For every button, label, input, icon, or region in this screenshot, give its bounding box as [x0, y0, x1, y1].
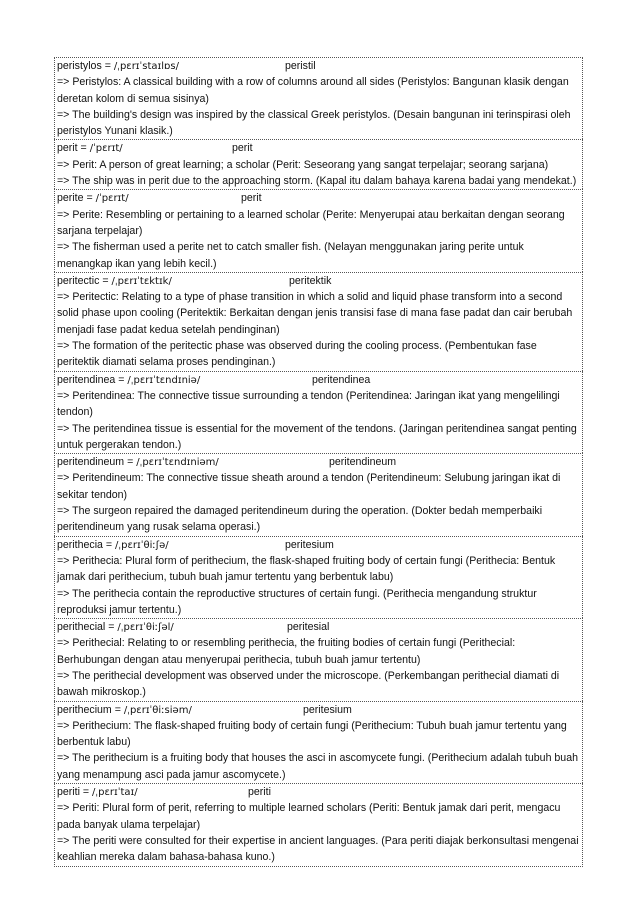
entry-definition: => Perithecia: Plural form of perithecium, the flask-shaped fruiting body of certain fungi (Perithecia: Bentuk jamak dari perithecium, tubuh buah jamur tertentu yang berbentuk labu): [57, 554, 556, 584]
entry-definition: => Periti: Plural form of perit, referring to multiple learned scholars (Periti: Bentuk jamak dari perit, mengacu pada banyak ulama terpelajar): [57, 802, 561, 831]
entry-example: => The ship was in perit due to the approaching storm. (Kapal itu dalam bahaya karena badai yang mendekat.): [57, 175, 577, 188]
entry-example: => The perithecial development was observed under the microscope. (Perkembangan perithecial diamati di bawah mikroskop.): [57, 669, 560, 699]
entry-definition: => Perite: Resembling or pertaining to a learned scholar (Perite: Menyerupai atau berkaitan dengan seorang sarjana terpelajar): [57, 208, 565, 237]
entry-definition: => Peritendinea: The connective tissue surrounding a tendon (Peritendinea: Jaringan ikat yang mengelilingi tendon): [57, 389, 560, 419]
entry-headline: [57, 58, 580, 74]
entry-translation: peritendinea: [312, 373, 371, 386]
dictionary-entry: [54, 371, 583, 453]
entry-translation: perit: [232, 142, 253, 155]
entry-word-pronunciation: peritendineum = /ˌpɛrɪˈtɛndɪniəm/: [57, 456, 219, 469]
entry-word: perithecial: [57, 621, 106, 634]
entry-definition: => Perithecium: The flask-shaped fruiting body of certain fungi (Perithecium: Tubuh buah jamur tertentu yang berbentuk labu): [57, 719, 567, 749]
entry-word-pronunciation: perithecia = /ˌpɛrɪˈθiːʃə/: [57, 538, 169, 551]
entry-headline: [57, 537, 580, 553]
entry-definition: => Peritendineum: The connective tissue sheath around a tendon (Peritendineum: Selubung jaringan ikat di sekitar tendon): [57, 472, 561, 501]
dictionary-entry: [54, 189, 583, 271]
entry-translation: peristil: [285, 60, 316, 72]
entry-translation: periti: [248, 786, 271, 799]
dictionary-entry: [54, 618, 583, 700]
entry-word: peritendinea: [57, 373, 116, 386]
dictionary-entry: [54, 57, 583, 139]
entry-ipa: /ˌpɛrɪˈtaɪ/: [92, 787, 138, 799]
entry-example: => The surgeon repaired the damaged peritendineum during the operation. (Dokter bedah memperbaiki peritendineum yang rusak selama operasi.): [57, 505, 543, 534]
entry-word: perithecium: [57, 703, 112, 716]
entry-definition: => Perit: A person of great learning; a scholar (Perit: Seseorang yang sangat terpelajar; seorang sarjana): [57, 158, 549, 171]
entry-example: => The building's design was inspired by the classical Greek peristylos. (Desain bangunan ini terinspirasi oleh peristylos Yunani klasik.): [57, 108, 571, 138]
entry-translation: peritesium: [285, 538, 334, 551]
entry-word-pronunciation: perite = /ˈpɛrɪt/: [57, 192, 129, 205]
entry-translation: perit: [241, 192, 262, 205]
entry-ipa: /ˌpɛrɪˈtɛndɪniə/: [127, 374, 201, 386]
entry-ipa: /ˌpɛrɪˈstaɪlɒs/: [113, 61, 179, 72]
entry-example: => The peritendinea tissue is essential for the movement of the tendons. (Jaringan peritendinea sangat penting untuk pergerakan tendon.): [57, 422, 577, 451]
entry-word-pronunciation: perit = /ˈpɛrɪt/: [57, 142, 123, 155]
entry-headline: [57, 784, 580, 800]
entry-word-pronunciation: peristylos = /ˌpɛrɪˈstaɪlɒs/: [57, 60, 179, 72]
entry-example: => The fisherman used a perite net to catch smaller fish. (Nelayan menggunakan jaring perite untuk menangkap ikan yang lebih kecil.): [57, 241, 524, 270]
entry-word: peritectic: [57, 274, 100, 287]
entry-translation: peritesium: [303, 703, 352, 716]
entry-headline: [57, 372, 580, 388]
entry-example: => The perithecia contain the reproductive structures of certain fungi. (Perithecia mengandung struktur reproduksi jamur tertentu.): [57, 587, 537, 616]
entry-example: => The perithecium is a fruiting body that houses the asci in ascomycete fungi. (Perithecium adalah tubuh buah yang menampung asci pada jamur ascomycete.): [57, 752, 578, 781]
entry-example: => The periti were consulted for their expertise in ancient languages. (Para periti diajak berkonsultasi mengenai keahlian mereka dalam bahasa-bahasa kuno.): [57, 834, 579, 864]
entry-translation: peritesial: [287, 621, 330, 634]
dictionary-entry: [54, 536, 583, 618]
entry-headline: [57, 702, 580, 718]
entry-headline: [57, 140, 580, 156]
entry-ipa: /ˈpɛrɪt/: [89, 143, 123, 155]
dictionary-entry: [54, 453, 583, 535]
entry-word: peristylos: [57, 60, 102, 72]
entry-word: perite: [57, 192, 84, 205]
entry-word-pronunciation: periti = /ˌpɛrɪˈtaɪ/: [57, 786, 138, 799]
entry-headline: [57, 273, 580, 289]
entry-word-pronunciation: peritectic = /ˌpɛrɪˈtɛktɪk/: [57, 274, 172, 287]
entry-ipa: /ˌpɛrɪˈtɛktɪk/: [111, 275, 172, 287]
entry-word: peritendineum: [57, 456, 125, 469]
dictionary-entry: [54, 139, 583, 189]
entry-ipa: /ˌpɛrɪˈθiːʃə/: [115, 539, 169, 551]
entry-ipa: /ˌpɛrɪˈθiːsiəm/: [123, 704, 192, 716]
entry-headline: [57, 454, 580, 470]
entry-word: perithecia: [57, 538, 103, 551]
entry-definition: => Peritectic: Relating to a type of phase transition in which a solid and liquid phase transform into a second solid phase upon cooling (Peritektik: Berkaitan dengan jenis transisi fase di mana fase padat dan cair berubah menjadi fase padat kedua setelah pendinginan): [57, 291, 573, 336]
entry-word: perit: [57, 142, 78, 155]
entry-ipa: /ˌpɛrɪˈtɛndɪniəm/: [136, 457, 219, 469]
entry-translation: peritendineum: [329, 456, 397, 469]
dictionary-entry: [54, 783, 583, 866]
entry-word-pronunciation: perithecium = /ˌpɛrɪˈθiːsiəm/: [57, 703, 192, 716]
entry-word-pronunciation: peritendinea = /ˌpɛrɪˈtɛndɪniə/: [57, 373, 201, 386]
entry-example: => The formation of the peritectic phase was observed during the cooling process. (Pembentukan fase peritektik diamati selama proses pendinginan.): [57, 340, 537, 369]
entry-translation: peritektik: [289, 274, 332, 287]
entry-headline: [57, 619, 580, 635]
entry-definition: => Peristylos: A classical building with a row of columns around all sides (Peristylos: Bangunan klasik dengan deretan kolom di semua sisinya): [57, 76, 569, 105]
entry-ipa: /ˌpɛrɪˈθiːʃəl/: [117, 622, 174, 634]
entry-headline: [57, 190, 580, 206]
entry-ipa: /ˈpɛrɪt/: [95, 193, 129, 205]
dictionary-entry: [54, 701, 583, 783]
entry-word-pronunciation: perithecial = /ˌpɛrɪˈθiːʃəl/: [57, 621, 174, 634]
dictionary-entry: [54, 272, 583, 371]
dictionary-entry-list: [54, 57, 583, 867]
entry-word: periti: [57, 786, 80, 799]
entry-definition: => Perithecial: Relating to or resembling perithecia, the fruiting bodies of certain fungi (Perithecial: Berhubungan dengan atau menyerupai perithecia, tubuh buah jamur tertentu): [57, 637, 516, 666]
